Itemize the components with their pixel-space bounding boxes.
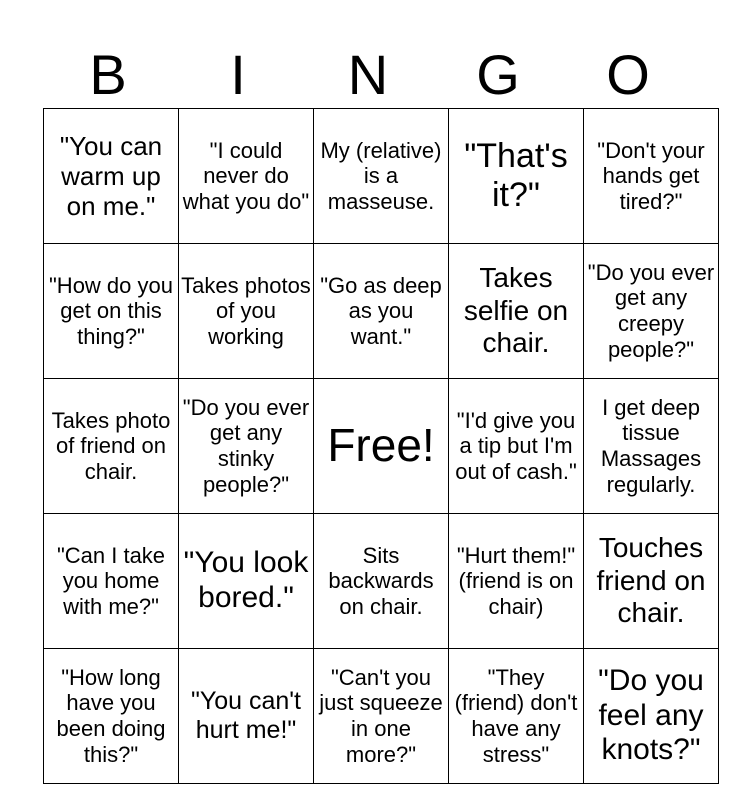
- header-letter-g: G: [476, 43, 520, 106]
- bingo-cell: Takes photos of you working: [179, 244, 314, 379]
- bingo-cell: My (relative) is a masseuse.: [314, 109, 449, 244]
- bingo-cell: "Do you ever get any stinky people?": [179, 379, 314, 514]
- bingo-cell: "Don't your hands get tired?": [584, 109, 719, 244]
- bingo-cell: "How do you get on this thing?": [44, 244, 179, 379]
- bingo-cell: "Do you feel any knots?": [584, 649, 719, 784]
- bingo-cell: "Can I take you home with me?": [44, 514, 179, 649]
- bingo-cell: "You can warm up on me.": [44, 109, 179, 244]
- board-row: [44, 649, 719, 784]
- bingo-board: [43, 108, 719, 784]
- bingo-cell: I get deep tissue Massages regularly.: [584, 379, 719, 514]
- header-letter-b: B: [89, 43, 127, 106]
- bingo-cell: "Go as deep as you want.": [314, 244, 449, 379]
- header-letter-i: I: [230, 43, 246, 106]
- bingo-cell: "You look bored.": [179, 514, 314, 649]
- board-row: [44, 244, 719, 379]
- bingo-cell: "How long have you been doing this?": [44, 649, 179, 784]
- bingo-cell: Touches friend on chair.: [584, 514, 719, 649]
- bingo-cell: "Do you ever get any creepy people?": [584, 244, 719, 379]
- bingo-cell: "That's it?": [449, 109, 584, 244]
- bingo-cell: Takes selfie on chair.: [449, 244, 584, 379]
- board-row: [44, 109, 719, 244]
- bingo-cell: "Hurt them!" (friend is on chair): [449, 514, 584, 649]
- bingo-cell: Takes photo of friend on chair.: [44, 379, 179, 514]
- bingo-cell: "Can't you just squeeze in one more?": [314, 649, 449, 784]
- board-row: [44, 379, 719, 514]
- bingo-cell: "You can't hurt me!": [179, 649, 314, 784]
- board-row: [44, 514, 719, 649]
- bingo-cell: "They (friend) don't have any stress": [449, 649, 584, 784]
- free-space-cell: Free!: [314, 379, 449, 514]
- header-letter-o: O: [606, 43, 650, 106]
- bingo-cell: "I'd give you a tip but I'm out of cash.": [449, 379, 584, 514]
- bingo-cell: "I could never do what you do": [179, 109, 314, 244]
- bingo-cell: Sits backwards on chair.: [314, 514, 449, 649]
- bingo-header: [43, 42, 693, 108]
- header-letter-n: N: [347, 43, 389, 106]
